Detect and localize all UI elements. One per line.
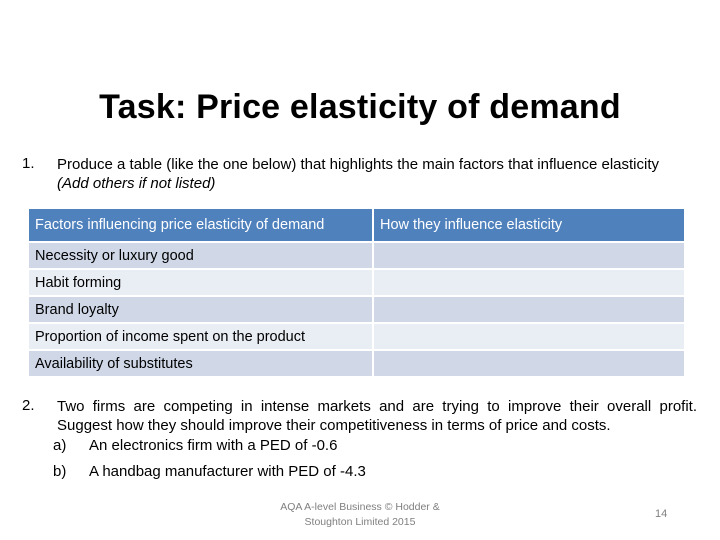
influence-cell (373, 350, 685, 377)
footer-line-1: AQA A-level Business © Hodder & (280, 501, 440, 513)
subitem-a-text: An electronics firm with a PED of -0.6 (89, 437, 338, 454)
table-row (28, 296, 685, 323)
subitem-b-label: b) (53, 463, 67, 480)
factor-cell: Proportion of income spent on the product (28, 323, 373, 350)
item-2-text: Two firms are competing in intense markets and are trying to improve their overall profit. Suggest how they should improve their competitiveness in terms of price and costs. (57, 398, 697, 434)
subitem-a-label: a) (53, 437, 67, 454)
influence-cell (373, 323, 685, 350)
factors-table (27, 207, 686, 378)
header-factors: Factors influencing price elasticity of demand (28, 208, 373, 242)
influence-cell (373, 296, 685, 323)
header-influence: How they influence elasticity (373, 208, 685, 242)
table-row (28, 242, 685, 269)
factor-cell: Availability of substitutes (28, 350, 373, 377)
item-1-note: (Add others if not listed) (57, 175, 216, 192)
slide-title: Task: Price elasticity of demand (99, 88, 621, 126)
factor-cell: Habit forming (28, 269, 373, 296)
table-row (28, 350, 685, 377)
item-1-text (57, 155, 707, 193)
factor-cell: Necessity or luxury good (28, 242, 373, 269)
footer-line-2: Stoughton Limited 2015 (304, 516, 416, 528)
item-1-instruction: Produce a table (like the one below) that highlights the main factors that influence elasticity (57, 156, 660, 173)
page-number: 14 (655, 508, 668, 520)
item-2-number: 2. (22, 397, 35, 414)
subitem-b-text: A handbag manufacturer with PED of -4.3 (89, 463, 366, 480)
factor-cell: Brand loyalty (28, 296, 373, 323)
table-row (28, 269, 685, 296)
influence-cell (373, 269, 685, 296)
table-row (28, 323, 685, 350)
footer-copyright (260, 500, 460, 530)
influence-cell (373, 242, 685, 269)
item-1-number: 1. (22, 155, 35, 172)
table-header-row (28, 208, 685, 242)
